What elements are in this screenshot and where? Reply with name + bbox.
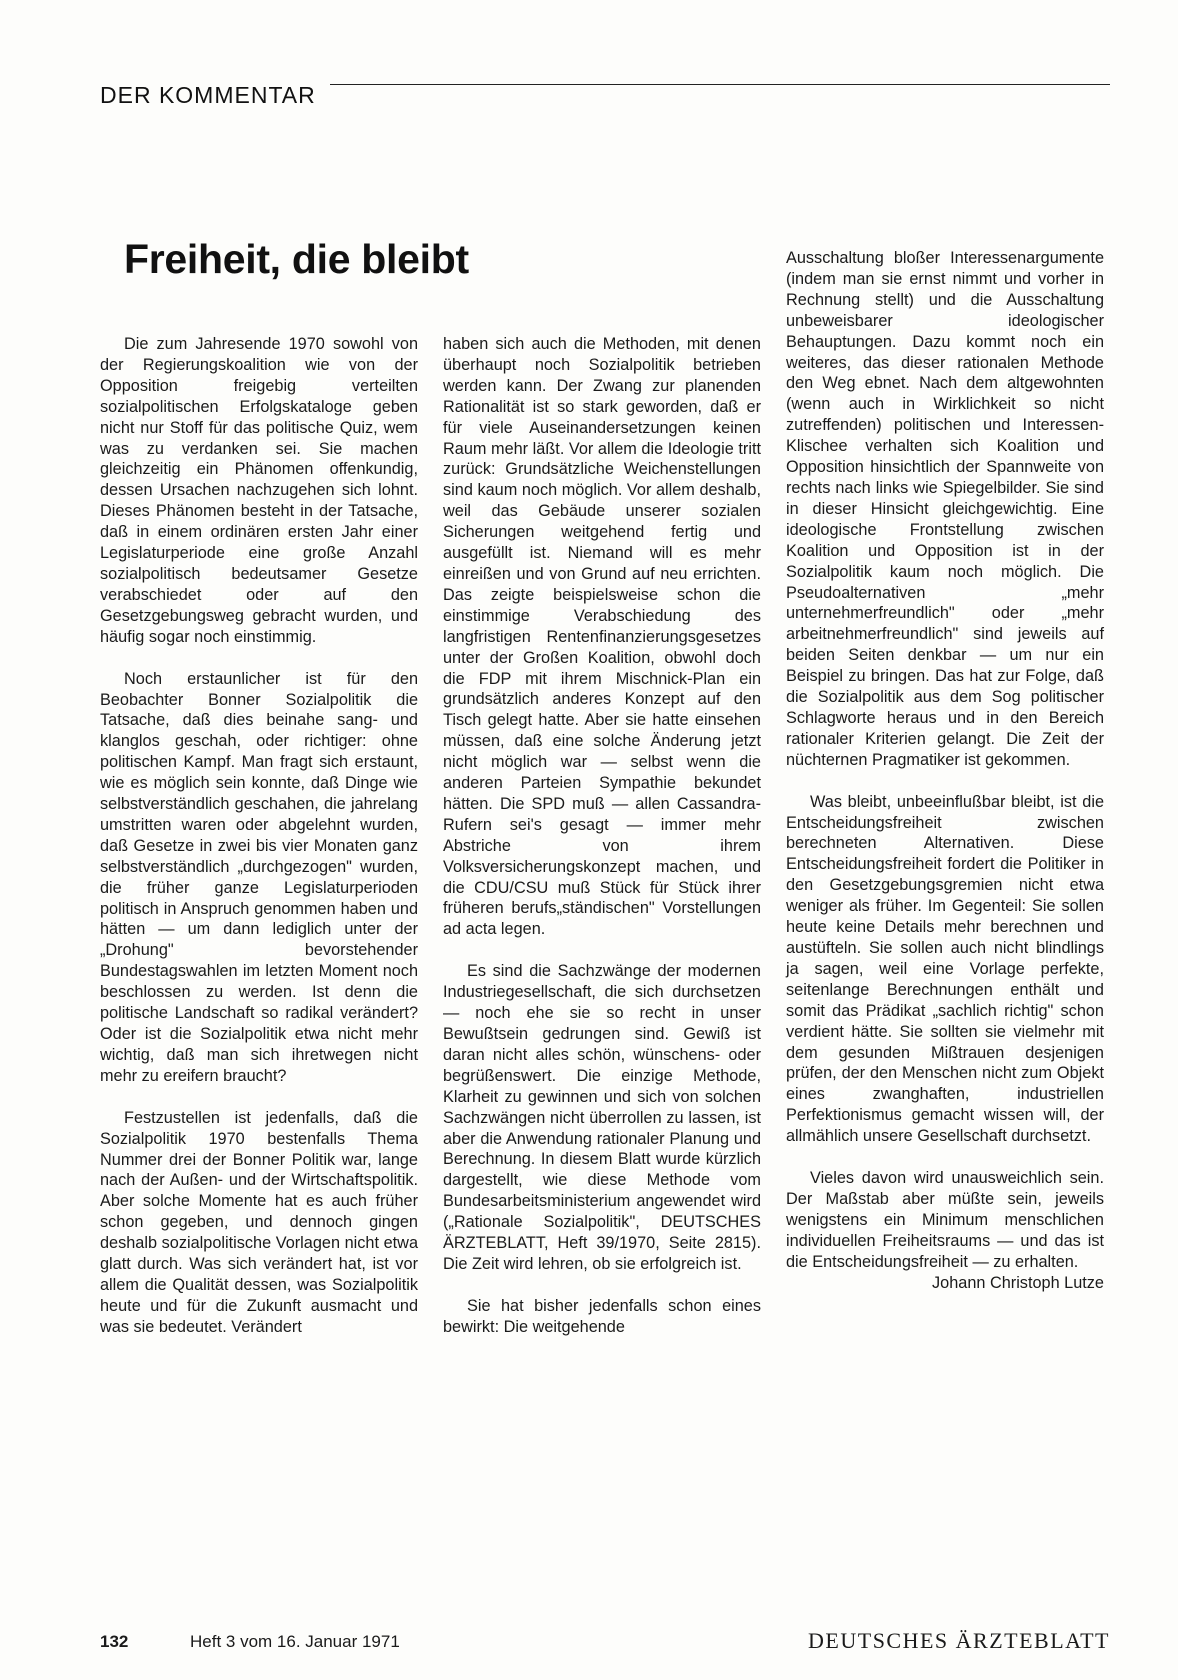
article-column-2 xyxy=(443,334,761,1359)
section-label: DER KOMMENTAR xyxy=(100,82,316,108)
page-footer xyxy=(100,1628,1110,1662)
section-header xyxy=(100,82,1110,109)
publication-name: DEUTSCHES ÄRZTEBLATT xyxy=(808,1628,1110,1653)
paragraph: Noch erstaunlicher ist für den Beobachter Bonner Sozialpolitik die Tatsache, daß dies beinahe sang- und klanglos geschah, oder richtiger: ohne politischen Kampf. Man fragt sich erstaunt, wie es möglich sein konnte, daß Dinge wie selbstverständlich geschahen, die jahrelang umstritten waren oder abgelehnt wurden, daß Gesetze in zwei bis vier Monaten ganz selbstverständlich „durchgezogen" wurden, die früher ganze Legislaturperioden politisch in Anspruch genommen haben und hätten — um dann lediglich unter der „Drohung" bevorstehender Bundestagswahlen im letzten Moment noch beschlossen zu werden. Ist denn die politische Landschaft so radikal verändert? Oder ist die Sozialpolitik etwa nicht mehr wichtig, daß man sich ihretwegen nicht mehr zu ereifern braucht? xyxy=(100,669,418,1085)
page-number: 132 xyxy=(100,1632,129,1651)
header-rule xyxy=(330,84,1110,85)
article-title: Freiheit, die bleibt xyxy=(124,236,469,282)
paragraph: Die zum Jahresende 1970 sowohl von der Regierungskoalition wie von der Opposition freigebig verteilten sozialpolitischen Erfolgskataloge geben nicht nur Stoff für das politische Quiz, wem was zu verdanken sei. Sie machen gleichzeitig ein Phänomen offenkundig, dessen Ursachen nachzugehen sich lohnt. Dieses Phänomen besteht in der Tatsache, daß in einem ordinären ersten Jahr einer Legislaturperiode eine große Anzahl sozialpolitisch bedeutsamer Gesetze verabschiedet oder auf den Gesetzgebungsweg gebracht wurden, und häufig sogar noch einstimmig. xyxy=(100,335,418,646)
paragraph: Es sind die Sachzwänge der modernen Industriegesellschaft, die sich durchsetzen — noch ehe sie so recht in unser Bewußtsein gedrungen sind. Gewiß ist daran nicht alles schön, wünschens- oder begrüßenswert. Die einzige Methode, Klarheit zu gewinnen und sich von solchen Sachzwängen nicht überrollen zu lassen, ist aber die Anwendung rationaler Planung und Berechnung. In diesem Blatt wurde kürzlich dargestellt, wie diese Methode vom Bundesarbeitsministerium angewendet wird („Rationale Sozialpolitik", DEUTSCHES ÄRZTEBLATT, Heft 39/1970, Seite 2815). Die Zeit wird lehren, ob sie erfolgreich ist. xyxy=(443,962,761,1273)
paragraph xyxy=(786,1168,1104,1292)
paragraph: Was bleibt, unbeeinflußbar bleibt, ist die Entscheidungsfreiheit zwischen berechneten Alternativen. Diese Entscheidungsfreiheit fordert die Politiker in den Gesetzgebungsgremien nicht etwa weniger als früher. Im Gegenteil: Sie sollen heute keine Details mehr berechnen und austüfteln. Sie sollen auch nicht blindlings ja sagen, weil eine Vorlage perfekte, seitenlange Berechnungen enthält und somit das Prädikat „sachlich richtig" schon verdient hätte. Sie sollten sie vielmehr mit dem gesunden Mißtrauen desjenigen prüfen, der den Menschen nicht zum Objekt eines zwanghaften, industriellen Perfektionismus gemacht wissen will, der allmählich unsere Gesellschaft durchsetzt. xyxy=(786,792,1104,1146)
article-column-1 xyxy=(100,334,418,1359)
author-signature: Johann Christoph Lutze xyxy=(932,1273,1104,1292)
paragraph-text: Vieles davon wird unausweichlich sein. Der Maßstab aber müßte sein, jeweils wenigstens ein Minimum menschlichen individuellen Freiheitsraums — und das ist die Entscheidungsfreiheit — zu erhalten. xyxy=(786,1169,1104,1271)
paragraph: Ausschaltung bloßer Interessenargumente (indem man sie ernst nimmt und vorher in Rechnung stellt) und die Ausschaltung unbeweisbarer ideologischer Behauptungen. Dazu kommt noch ein weiteres, das dieser rationalen Methode den Weg ebnet. Nach dem altgewohnten (wenn auch in Wirklichkeit so nicht zutreffenden) politischen und Interessen-Klischee verhalten sich Koalition und Opposition hinsichtlich der Spannweite von rechts nach links wie Spiegelbilder. Sie sind in dieser Hinsicht gleichgewichtig. Eine ideologische Frontstellung zwischen Koalition und Opposition ist in der Sozialpolitik kaum noch möglich. Die Pseudoalternativen „mehr unternehmerfreundlich" oder „mehr arbeitnehmerfreundlich" sind jeweils auf beiden Seiten denkbar — um nur ein Beispiel zu bringen. Das hat zur Folge, daß die Sozialpolitik aus dem Sog politischer Schlagworte heraus und in den Bereich rationaler Kriterien gelangt. Die Zeit der nüchternen Pragmatiker ist gekommen. xyxy=(786,249,1104,769)
issue-info: Heft 3 vom 16. Januar 1971 xyxy=(190,1632,400,1651)
paragraph: Festzustellen ist jedenfalls, daß die Sozialpolitik 1970 bestenfalls Thema Nummer drei der Bonner Politik war, lange nach der Außen- und der Wirtschaftspolitik. Aber solche Momente hat es auch früher schon gegeben, und dennoch gingen deshalb sozialpolitische Vorlagen nicht etwa glatt durch. Was sich verändert hat, ist vor allem die Qualität dessen, was Sozialpolitik heute und für die Zukunft ausmacht und was sie bedeutet. Verändert xyxy=(100,1108,418,1336)
article-column-3 xyxy=(786,248,1104,1294)
paragraph: Sie hat bisher jedenfalls schon eines bewirkt: Die weitgehende xyxy=(443,1296,761,1336)
paragraph: haben sich auch die Methoden, mit denen überhaupt noch Sozialpolitik betrieben werden kann. Der Zwang zur planenden Rationalität ist so stark geworden, daß er für viele Auseinandersetzungen keinen Raum mehr läßt. Vor allem die Ideologie tritt zurück: Grundsätzliche Weichenstellungen sind kaum noch möglich. Vor allem deshalb, weil das Gebäude unserer sozialen Sicherungen weitgehend fertig und ausgefüllt ist. Niemand will es mehr einreißen und von Grund auf neu errichten. Das zeigte beispielsweise schon die einstimmige Verabschiedung des langfristigen Rentenfinanzierungsgesetzes unter der Großen Koalition, obwohl doch die FDP mit ihrem Mischnick-Plan ein grundsätzlich anderes Konzept auf den Tisch gelegt hatte. Aber sie hatte einsehen müssen, daß eine solche Änderung jetzt nicht möglich war — selbst wenn die anderen Parteien Sympathie bekundet hätten. Die SPD muß — allen Cassandra-Rufern sei's gesagt — immer mehr Abstriche von ihrem Volksversicherungskonzept machen, und die CDU/CSU muß Stück für Stück ihrer früheren berufs„ständischen" Vorstellungen ad acta legen. xyxy=(443,335,761,939)
